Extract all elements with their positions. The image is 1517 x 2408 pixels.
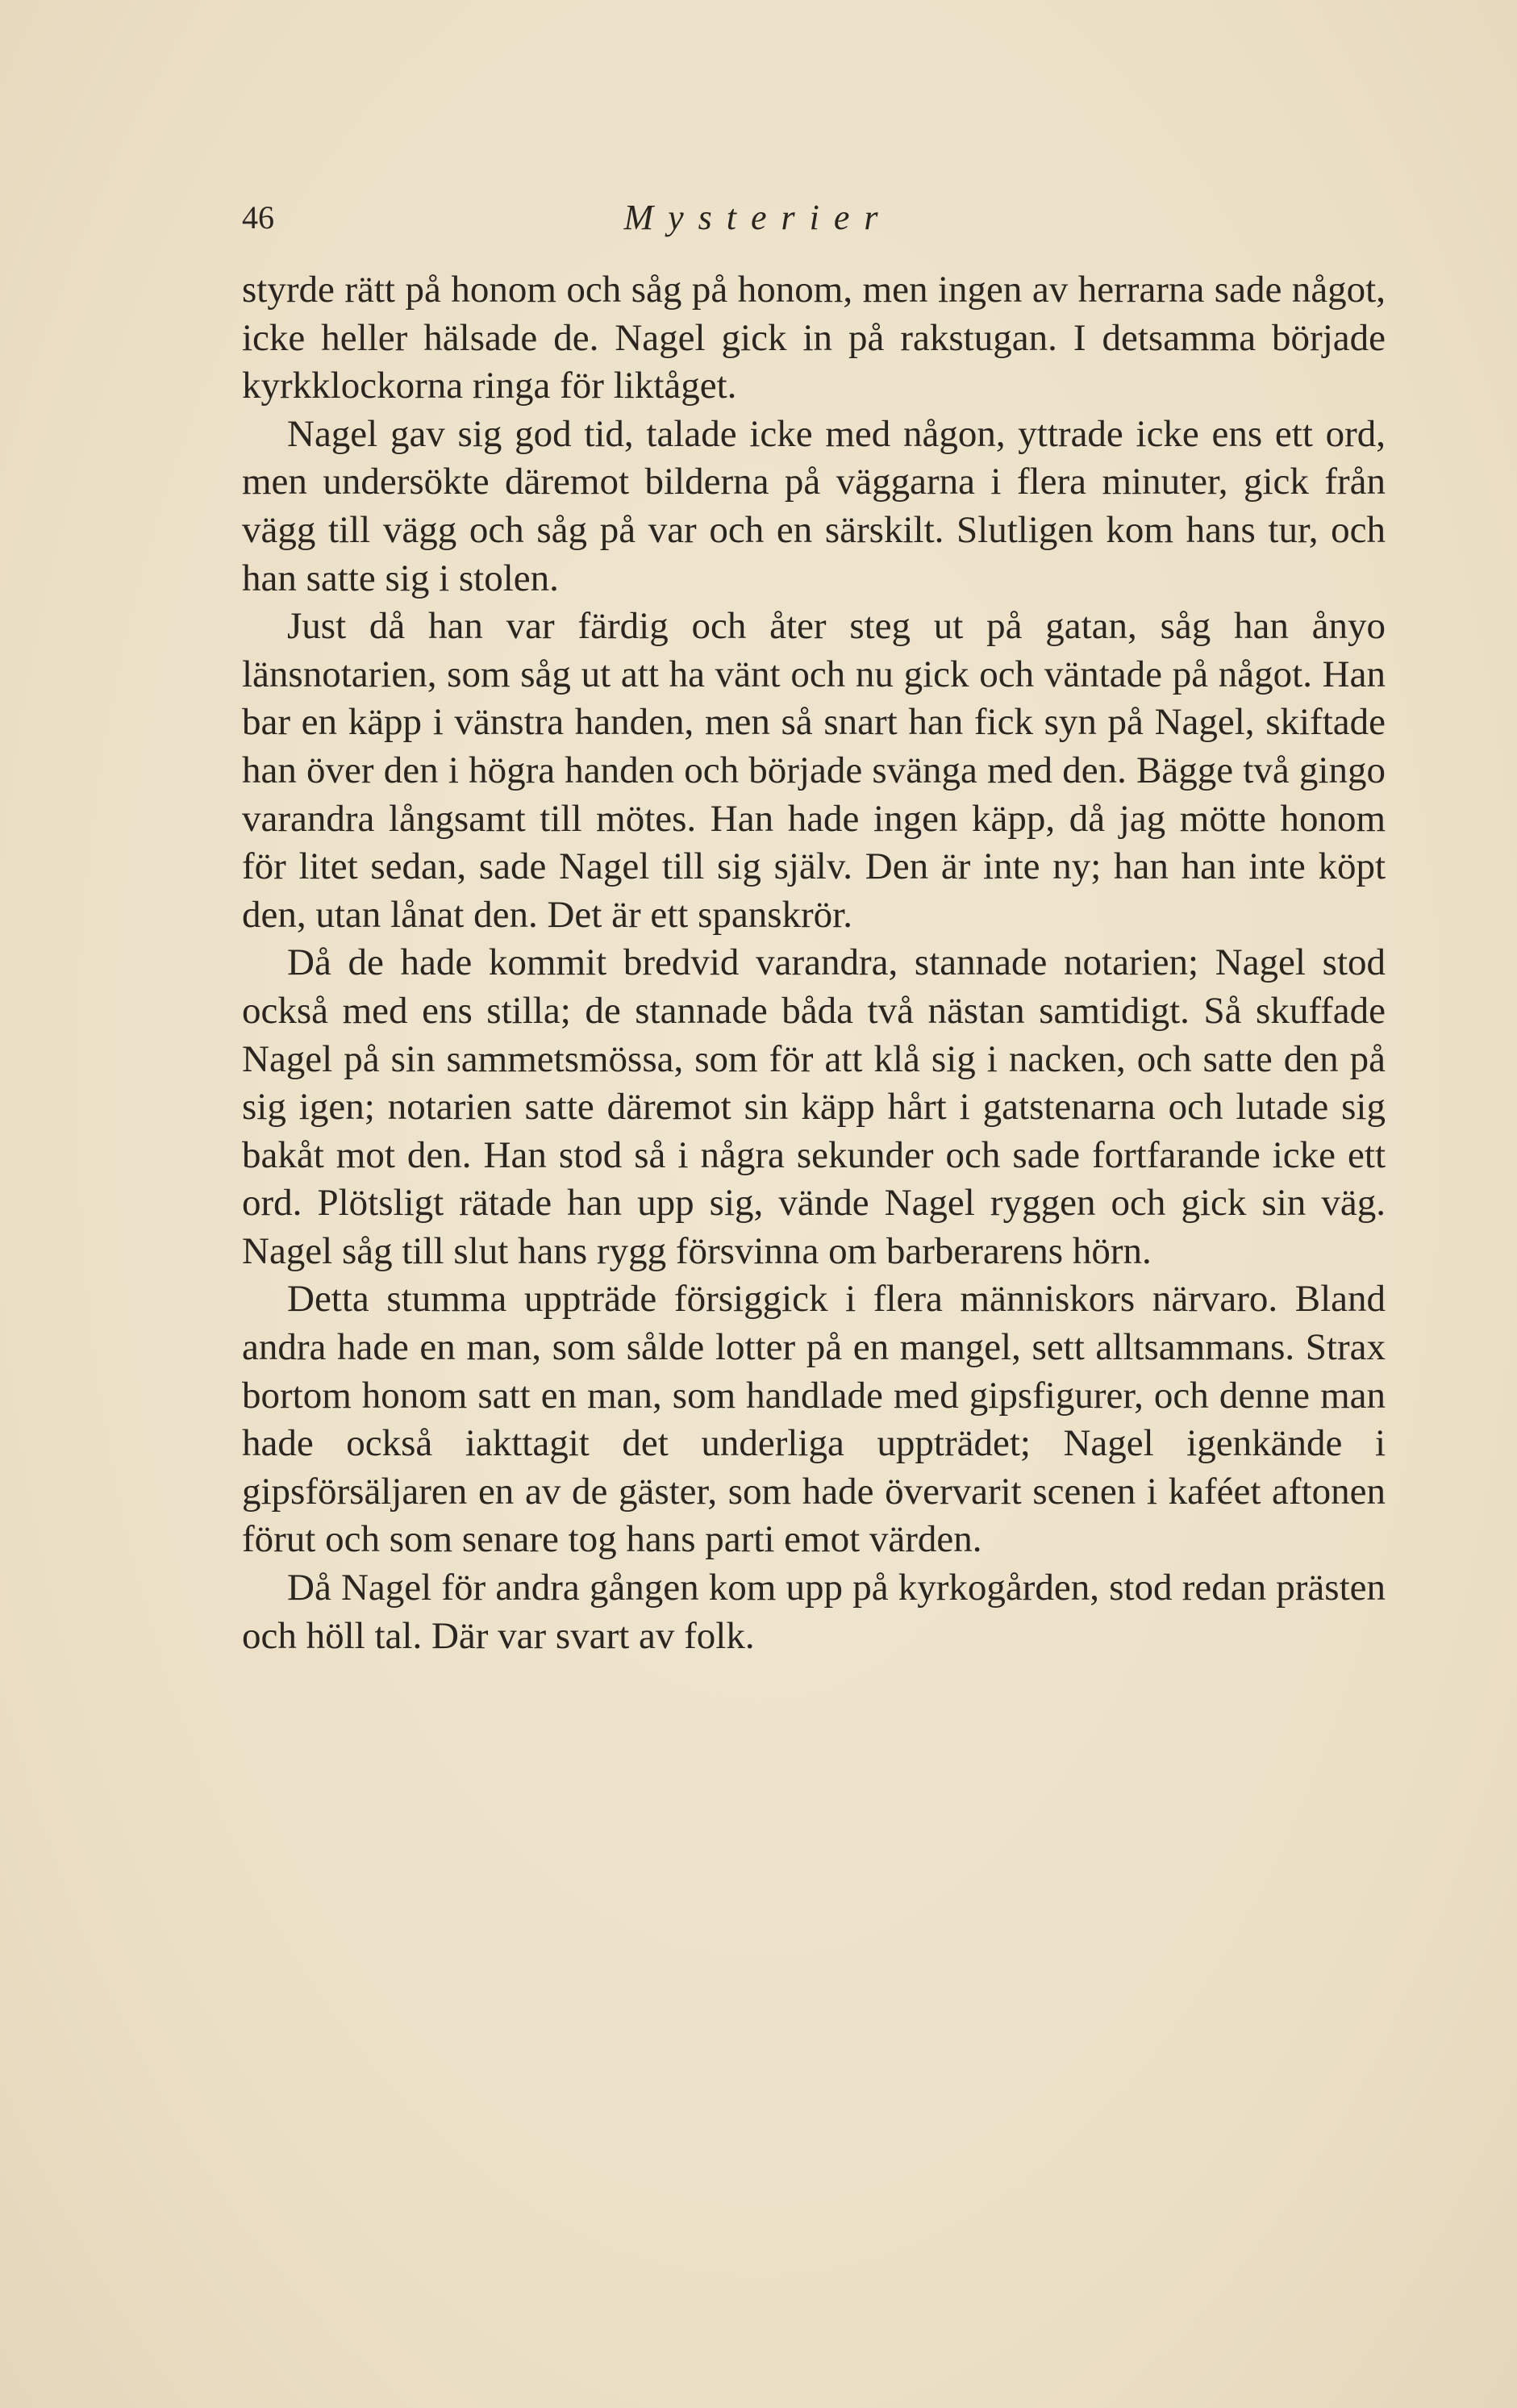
paragraph: Nagel gav sig god tid, talade icke med någon, yttrade icke ens ett ord, men undersökte däremot bilderna på väggarna i flera minuter, gick från vägg till vägg och såg på var och en särskilt. Slutligen kom hans tur, och han satte sig i stolen. [242, 412, 1386, 599]
paragraph: styrde rätt på honom och såg på honom, men ingen av herrarna sade något, icke heller hälsade de. Nagel gick in på rakstugan. I detsamma började kyrkklockorna ringa för liktåget. [242, 269, 1386, 407]
page-number: 46 [242, 199, 274, 236]
running-title: Mysterier [623, 198, 893, 237]
paragraph: Just då han var färdig och åter steg ut på gatan, såg han ånyo länsnotarien, som såg ut att ha vänt och nu gick och väntade på något. Han bar en käpp i vänstra handen, men så snart han fick syn på Nagel, skiftade han över den i högra handen och började svänga med den. Bägge två gingo varandra långsamt till mötes. Han hade ingen käpp, då jag mötte honom för litet sedan, sade Nagel till sig själv. Den är inte ny; han han inte köpt den, utan lånat den. Det är ett spanskrör. [242, 605, 1386, 936]
page-header [242, 194, 1274, 242]
paragraph: Då Nagel för andra gången kom upp på kyrkogården, stod redan prästen och höll tal. Där var svart av folk. [242, 1567, 1386, 1657]
body-text [242, 266, 1386, 1660]
paragraph: Då de hade kommit bredvid varandra, stannade notarien; Nagel stod också med ens stilla; de stannade båda två nästan samtidigt. Så skuffade Nagel på sin sammetsmössa, som för att klå sig i nacken, och satte den på sig igen; notarien satte däremot sin käpp hårt i gatstenarna och lutade sig bakåt mot den. Han stod så i några sekunder och sade fortfarande icke ett ord. Plötsligt rätade han upp sig, vände Nagel ryggen och gick sin väg. Nagel såg till slut hans rygg försvinna om barberarens hörn. [242, 941, 1386, 1272]
paragraph: Detta stumma uppträde försiggick i flera människors närvaro. Bland andra hade en man, som sålde lotter på en mangel, sett alltsammans. Strax bortom honom satt en man, som handlade med gipsfigurer, och denne man hade också iakttagit det underliga uppträdet; Nagel igenkände i gipsförsäljaren en av de gäster, som hade övervarit scenen i kaféet aftonen förut och som senare tog hans parti emot värden. [242, 1278, 1386, 1561]
